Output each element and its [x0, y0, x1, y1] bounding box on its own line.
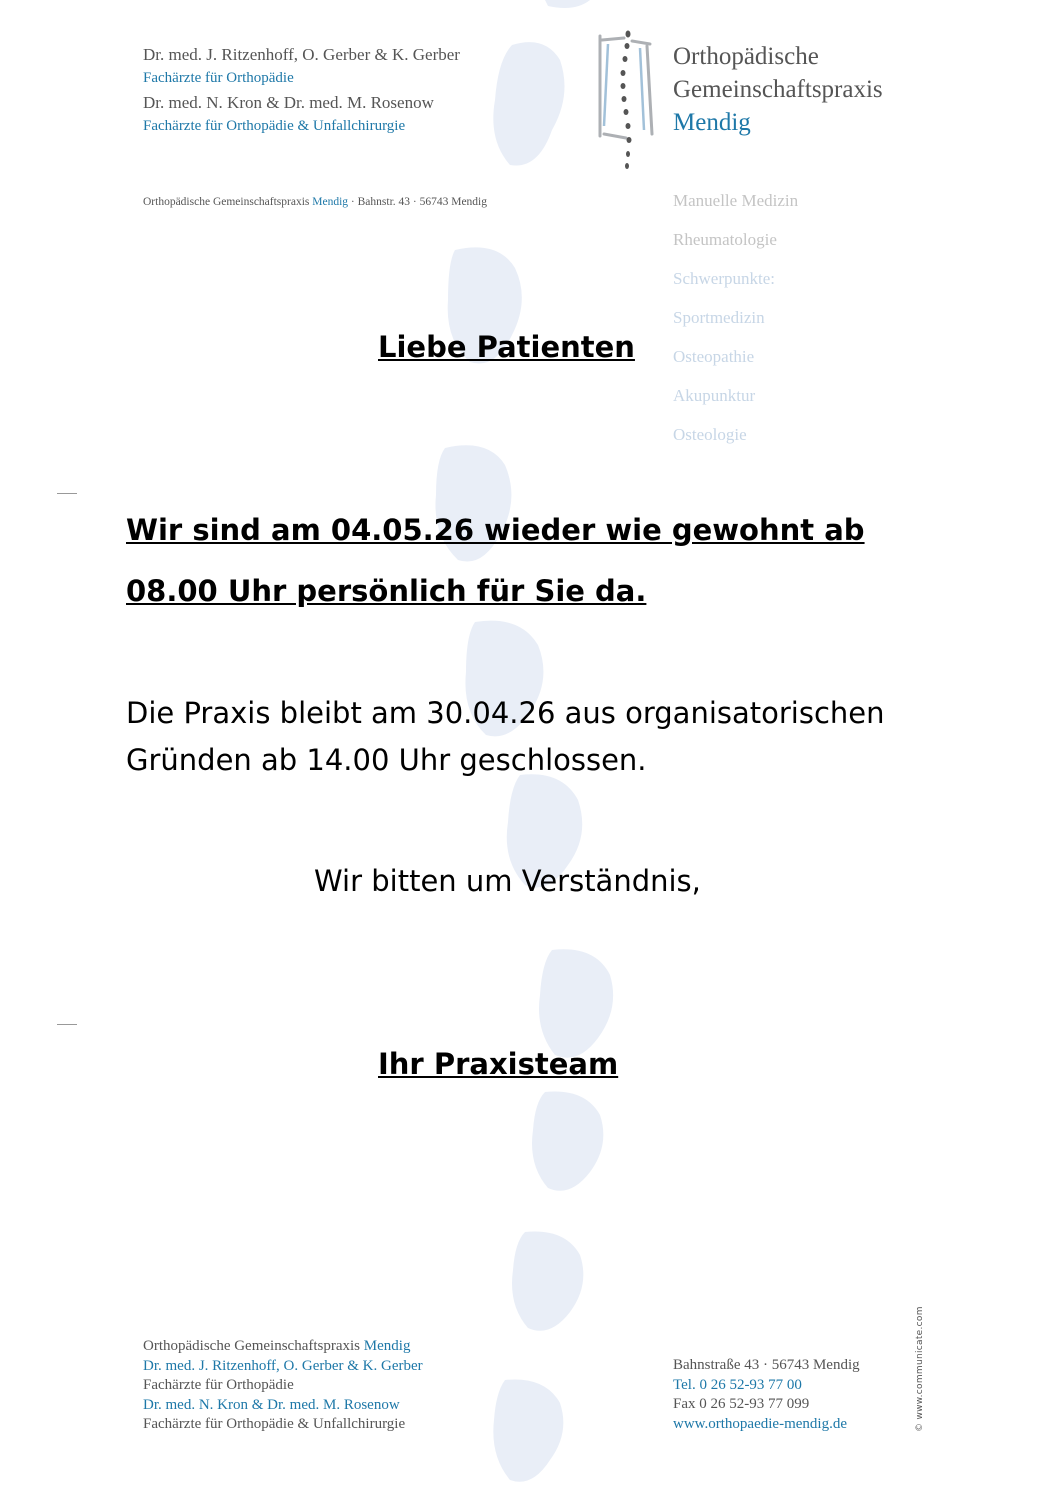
- address-prefix: Orthopädische Gemeinschaftspraxis: [143, 196, 310, 208]
- salutation: Liebe Patienten: [378, 330, 635, 364]
- footer-left: [143, 1337, 423, 1435]
- logo-line1: Orthopädische: [673, 43, 819, 70]
- header-specialty-line2: Fachärzte für Orthopädie & Unfallchirurgie: [143, 118, 406, 134]
- request-line: Wir bitten um Verständnis,: [314, 864, 701, 898]
- footer-practice-city: Mendig: [363, 1338, 411, 1354]
- notice-line2: 08.00 Uhr persönlich für Sie da.: [126, 574, 647, 608]
- footer-practice-prefix: Orthopädische Gemeinschaftspraxis: [143, 1338, 361, 1354]
- fold-mark: [57, 1024, 77, 1025]
- specialties-list: [673, 181, 798, 454]
- specialty-item: Osteopathie: [673, 347, 755, 366]
- header-specialty-line1: Fachärzte für Orthopädie: [143, 70, 294, 86]
- footer-fax: Fax 0 26 52-93 77 099: [673, 1396, 810, 1412]
- fold-mark: [57, 493, 77, 494]
- header-address-line: [143, 196, 487, 208]
- specialty-item: Rheumatologie: [673, 230, 777, 249]
- notice-line1: Wir sind am 04.05.26 wieder wie gewohnt ab: [126, 513, 865, 547]
- header-doctors-line1: Dr. med. J. Ritzenhoff, O. Gerber & K. Gerber: [143, 45, 460, 64]
- footer-tel: Tel. 0 26 52-93 77 00: [673, 1376, 802, 1393]
- logo-line2: Gemeinschaftspraxis: [673, 76, 883, 103]
- footer-address: Bahnstraße 43 · 56743 Mendig: [673, 1357, 860, 1373]
- closure-line2: Gründen ab 14.00 Uhr geschlossen.: [126, 743, 647, 777]
- footer-doctors-line2: Dr. med. N. Kron & Dr. med. M. Rosenow: [143, 1396, 400, 1413]
- specialty-item: Schwerpunkte:: [673, 269, 775, 288]
- footer-specialty-line2: Fachärzte für Orthopädie & Unfallchirurgie: [143, 1416, 406, 1432]
- address-suffix: · Bahnstr. 43 · 56743 Mendig: [350, 196, 487, 208]
- logo-text: [673, 40, 883, 139]
- footer-specialty-line1: Fachärzte für Orthopädie: [143, 1377, 294, 1393]
- footer-doctors-line1: Dr. med. J. Ritzenhoff, O. Gerber & K. Gerber: [143, 1357, 423, 1374]
- footer-practice: [143, 1337, 423, 1357]
- specialty-item: Sportmedizin: [673, 308, 765, 327]
- address-city: Mendig: [312, 196, 349, 208]
- header-doctors-line2: Dr. med. N. Kron & Dr. med. M. Rosenow: [143, 93, 434, 112]
- specialty-item: Manuelle Medizin: [673, 191, 799, 210]
- specialty-item: Akupunktur: [673, 386, 756, 405]
- specialty-item: Osteologie: [673, 425, 747, 444]
- signature: Ihr Praxisteam: [378, 1047, 619, 1081]
- spine-logo-icon: [592, 26, 662, 171]
- logo-line3: Mendig: [673, 109, 751, 136]
- footer-web[interactable]: www.orthopaedie-mendig.de: [673, 1415, 847, 1432]
- footer-right: [673, 1356, 860, 1434]
- closure-line1: Die Praxis bleibt am 30.04.26 aus organisatorischen: [126, 696, 885, 730]
- footer-credit: © www.communicate.com: [915, 1306, 925, 1432]
